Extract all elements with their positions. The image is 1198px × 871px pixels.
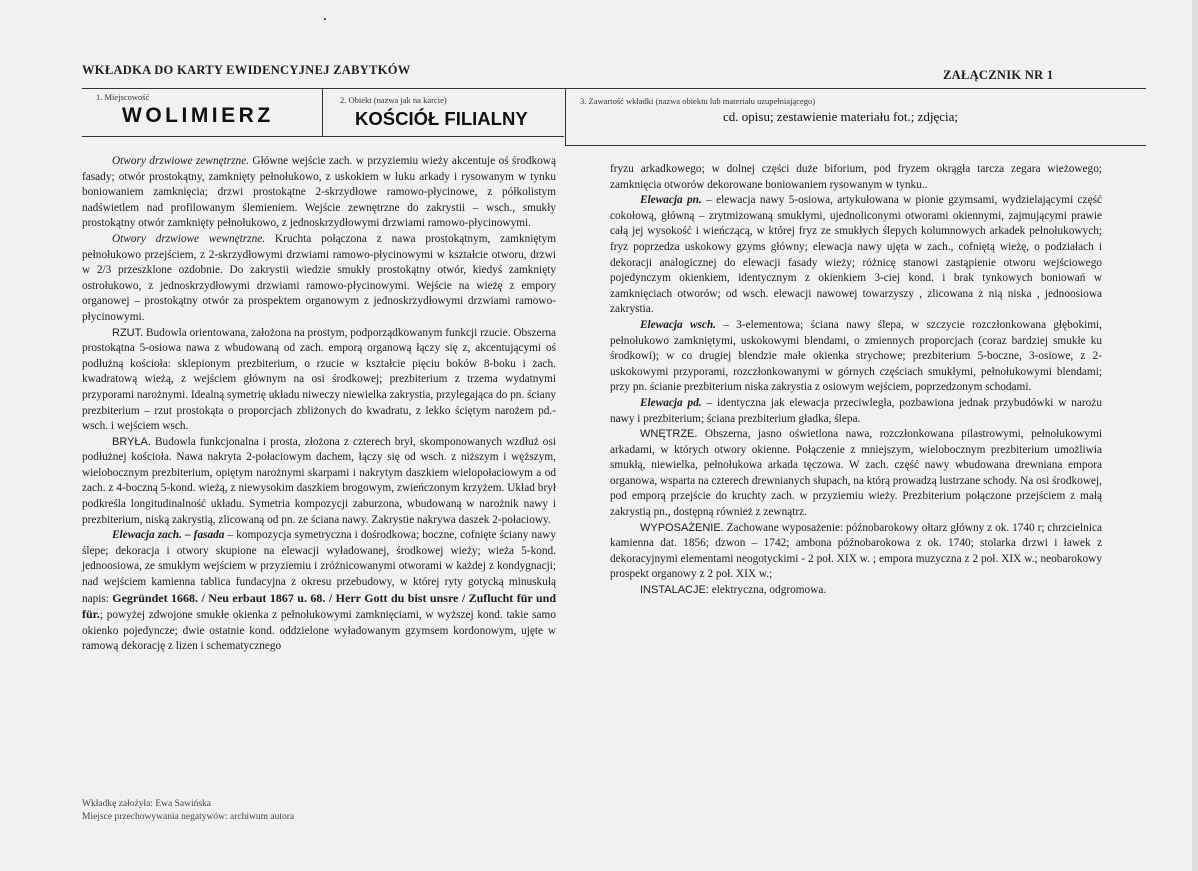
paragraph-interior bbox=[610, 427, 1102, 521]
attachment-label: ZAŁĄCZNIK NR 1 bbox=[943, 68, 1054, 82]
paragraph-massing bbox=[82, 435, 556, 529]
heading-plan: RZUT. bbox=[112, 326, 144, 339]
field-3-value: cd. opisu; zestawienie materiału fot.; zdjęcia; bbox=[723, 109, 958, 124]
paragraph-west-elevation bbox=[82, 528, 556, 655]
form-bottom-rule-1 bbox=[82, 136, 564, 137]
heading-exterior-doors: Otwory drzwiowe zewnętrzne. bbox=[112, 155, 250, 167]
form-divider-2 bbox=[565, 88, 566, 146]
punch-mark bbox=[324, 18, 326, 20]
heading-north-elevation: Elewacja pn. bbox=[640, 194, 702, 207]
paragraph-east-elevation bbox=[610, 318, 1102, 396]
paragraph-installations bbox=[610, 583, 1102, 599]
heading-west-elevation: Elewacja zach. bbox=[112, 529, 182, 542]
field-1-label: 1. Miejscowość bbox=[96, 92, 150, 102]
text-south-elevation: – identyczna jak elewacja przeciwległa, pozbawiona jednak przybudówki w narożu nawy i prezbiterium; ściana prezbiterium gładka, ślepa. bbox=[610, 396, 1102, 425]
text-east-elevation: – 3-elementowa; ściana nawy ślepa, w szczycie rozczłonkowana głębokimi, pełnołukowo zamkniętymi, uskokowymi blendami, o zmiennych proporcjach (coraz bardziej smukłe ku środkowi); w co drugiej blendzie małe okienka strychowe; prezbiterium 5-boczne, 3-osiowe, z 2-uskokowymi przyporami, rozczłonkowanymi w górnych częściach smukłymi, pełnołukowymi blendami; przy pn. ścianie prezbiterium niska zakrystia z osiowym wejściem, poprzedzonym schodami. bbox=[610, 318, 1102, 394]
paragraph-north-elevation bbox=[610, 193, 1102, 318]
field-2-value: KOŚCIÓŁ FILIALNY bbox=[355, 108, 528, 129]
text-interior-doors: Kruchta połączona z nawa prostokątnym, zamkniętym pełnołukowo przejściem, z 2-skrzydłowymi drzwiami ramowo-płycinowymi w kształcie otworu, drzwi w 2/3 przeszklone ozdobnie. Do zakrystii wiedzie smukły prostokątny otwór, kiedyś zamknięty ostrołukowo, z jednoskrzydłowymi drzwiami ramowo-płycinowymi. Wejście na wieżę z empory organowej – prostokątny otwór za prospektem organowym z jednoskrzydłowymi drzwiami ramowo-płycinowymi. bbox=[82, 232, 556, 323]
heading-east-elevation: Elewacja wsch. bbox=[640, 318, 716, 331]
left-text-column bbox=[82, 154, 556, 655]
form-title: WKŁADKA DO KARTY EWIDENCYJNEJ ZABYTKÓW bbox=[82, 63, 411, 77]
text-north-elevation: – elewacja nawy 5-osiowa, artykułowana w pionie gzymsami, wydzielającymi część cokołową, główną – zrytmizowaną smukłymi, ujednoliconymi otworami okiennymi, zajmującymi prawie całą jej wysokość i wieńczącą, w której fryz ze smukłych ślepych kolumnowych arkadek pełnołukowych; fryz poprzedza uskokowy gzyms główny; elewacja nawy ujęta w zach., cofniętą wieżę, o podziałach i dekoracji analogicznej do elewacji fasady wieży; różnicę stanowi zastąpienie otworu wejściowego pojedynczym okienkiem, identycznym z okienkiem 3-ciej kond. i brak tynkowych boniowań w zamknięciach otworów; od wsch. elewacji nawowej towarzyszy , zlicowana z nią niska , jednoosiowa zakrystia. bbox=[610, 194, 1102, 316]
paragraph-interior-doors bbox=[82, 232, 556, 326]
foundation-inscription: Gegründet 1668. / Neu erbaut 1867 u. 68. / Herr Gott du bist unsre / Zuflucht für und für. bbox=[82, 590, 556, 622]
text-furnishings: Zachowane wyposażenie: późnobarokowy ołtarz główny z ok. 1740 r; chrzcielnica kamienna dat. 1856; dzwon – 1742; ambona późnobarokowa z ok. 1740; stolarka drzwi i ławek z dekoracyjnymi elementami neogotyckimi - 2 poł. XIX w. ; empora muzyczna z 2 poł. XIX w.; neobarokowy prospekt organowy z 2 poł. XIX w.; bbox=[610, 521, 1102, 581]
text-west-elevation-2: ; powyżej zdwojone smukłe okienka z pełnołukowymi zamknięciami, w wyższej kond. takie samo okienko pojedyncze; dwie ostatnie kond. oddzielone wyładowanym gzymsem kordonowym, ujęte w ramową dekorację z lizen i schematycznego bbox=[82, 609, 556, 653]
footer-author: Wkładkę założyła: Ewa Sawińska bbox=[82, 799, 211, 809]
footer-negatives-location: Miejsce przechowywania negatywów: archiwum autora bbox=[82, 811, 295, 822]
field-1-value: WOLIMIERZ bbox=[122, 104, 274, 127]
paragraph-furnishings bbox=[610, 521, 1102, 583]
subheading-facade: – fasada bbox=[181, 529, 225, 542]
paragraph-exterior-doors bbox=[82, 154, 556, 232]
heading-massing: BRYŁA. bbox=[112, 435, 151, 448]
paragraph-continuation bbox=[610, 162, 1102, 193]
text-interior: Obszerna, jasno oświetlona nawa, rozczłonkowana pilastrowymi, pełnołukowymi arkadami, w których otwory okienne. Połączenie z mniejszym, wielobocznym prezbiterium umożliwia smukłą, niewielka, pełnołukowa arkada tęczowa. W zach. część nawy wbudowana drewniana empora organowa, wsparta na czterech drewnianych słupach, na którą prowadzą lustrzane schody. Na osi środkowej, pod emporą przejście do kruchty zach. w przyziemiu wieży. Prezbiterium połączone przejściem z małą zakrystią pn., dostępną również z zewnątrz. bbox=[610, 428, 1102, 519]
footer-notes bbox=[82, 798, 294, 823]
text-massing: Budowla funkcjonalna i prosta, złożona z czterech brył, skomponowanych wzdłuż osi podłużnej kościoła. Nawa nakryta 2-połaciowym dachem, łączy się od wsch. z niższym i węższym, wielobocznym prezbiterium, opiętym narożnymi skarpami i nakrytym daszkiem wielopołaciowym a od zach. z 4-boczną 5-kond. wieżą, z niewysokim daszkiem brogowym, zwieńczonym krzyżem. Układ brył podkreśla longitudinalność układu. Symetria kompozycji zaburzona, wbudowaną w narożnik nawy i prezbiterium, niską zakrystią, zlicowaną od pn. ze ściana nawy. Zakrystie nakrywa daszek 2-połaciowy. bbox=[82, 435, 556, 526]
form-top-rule bbox=[82, 88, 1146, 89]
text-continuation: fryzu arkadkowego; w dolnej części duże biforium, pod fryzem okrągła tarcza zegara wieżowego; zamknięcia otworów dekorowane boniowaniem rysowanym w tynku.. bbox=[610, 163, 1102, 191]
heading-interior-doors: Otwory drzwiowe wewnętrzne. bbox=[112, 232, 266, 245]
field-3-label: 3. Zawartość wkładki (nazwa obiektu lub materiału uzupełniającego) bbox=[580, 96, 816, 106]
paragraph-plan bbox=[82, 326, 556, 435]
page-edge bbox=[1192, 0, 1198, 871]
heading-furnishings: WYPOSAŻENIE. bbox=[640, 521, 724, 534]
text-exterior-doors: Główne wejście zach. w przyziemiu wieży akcentuje oś środkową fasady; otwór prostokątny, zamknięty pełnołukowo, z uskokiem w łuku arkady i rysowanym w tynku boniowaniem zamknięcia; drzwi prostokątne 2-skrzydłowe ramowo-płycinowe, z półkolistym nadświetlem nad profilowanym ślemieniem. Wejście zewnętrzne do zakrystii – wsch., smukły prostokątny otwór zamknięty pełnołukowo, z jednoskrzydłowymi drzwiami ramowo-płycinowymi. bbox=[82, 155, 556, 230]
text-west-elevation-1: – kompozycja symetryczna i dośrodkowa; boczne, cofnięte ściany nawy ślepe; dekoracja i otwory skupione na elewacji wyładowanej, środkowej wieży; wieża 5-kond. jednoosiowa, ze smukłym wejściem w przyziemiu i zróżnicowanymi otworami w każdej z kondygnacji; nad wejściem kamienna tablica fundacyjna z okresu przebudowy, w której ryty gotycką minuskułą napis: bbox=[82, 529, 556, 605]
text-installations: elektryczna, odgromowa. bbox=[708, 584, 827, 597]
field-2-label: 2. Obiekt (nazwa jak na karcie) bbox=[340, 95, 447, 105]
form-divider-1 bbox=[322, 88, 323, 137]
text-plan: Budowla orientowana, założona na prostym, podporządkowanym funkcji rzucie. Obszerna prostokątna 5-osiowa nawa z wbudowaną od zach. emporą organową łączy się z, akcentującymi oś podłużną kościoła: sklepionym prezbiterium, o rzucie w kształcie pięciu boków 8-boku i zach. kwadratową wieżą, z wejściem głównym na osi środkowej; prezbiterium z trzema wydatnymi przyporami narożnymi. Idealną symetrię układu niweczy niewielka zakrystia, przylegająca do pn. ściany prezbiterium – rzut prostokąta o proporcjach zbliżonych do kwadratu, z lekko ściętym narożem pd.-wsch. i wejściem wsch. bbox=[82, 326, 556, 433]
heading-south-elevation: Elewacja pd. bbox=[640, 396, 702, 409]
heading-installations: INSTALACJE: bbox=[640, 584, 709, 597]
paragraph-south-elevation bbox=[610, 396, 1102, 427]
form-bottom-rule-2 bbox=[566, 145, 1146, 146]
right-text-column bbox=[610, 162, 1102, 599]
heading-interior: WNĘTRZE. bbox=[640, 428, 698, 441]
